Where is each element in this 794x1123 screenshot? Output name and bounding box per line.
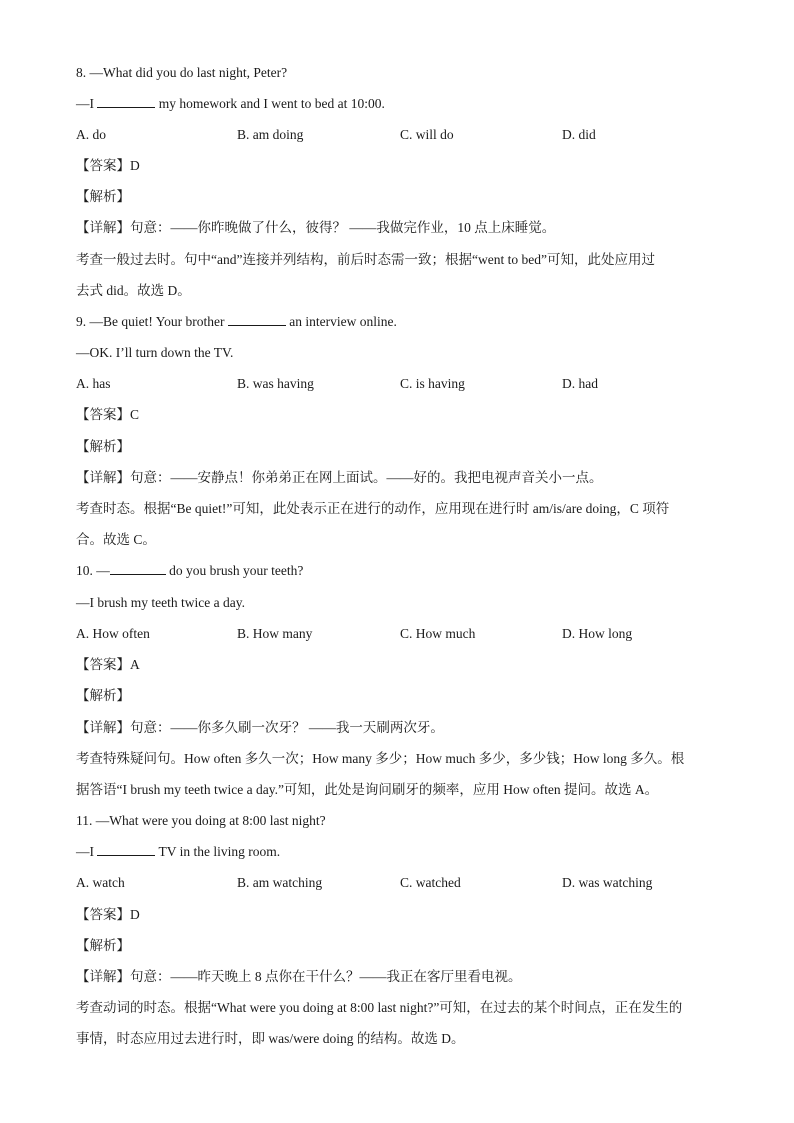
reply-text: TV in the living room. bbox=[155, 844, 281, 859]
question-11-answer: 【答案】D bbox=[76, 907, 140, 922]
question-10-answer: 【答案】A bbox=[76, 657, 140, 672]
stem-text: 9. —Be quiet! Your brother bbox=[76, 314, 228, 329]
stem-text: do you brush your teeth? bbox=[165, 563, 304, 578]
question-9-option-a: A. has bbox=[76, 376, 111, 391]
answer-blank bbox=[228, 312, 286, 326]
question-11-stem: 11. —What were you doing at 8:00 last night? bbox=[76, 813, 326, 828]
question-10-analysis: 【解析】 bbox=[76, 688, 130, 703]
question-8-option-d: D. did bbox=[562, 127, 596, 142]
question-10-option-b: B. How many bbox=[237, 626, 313, 641]
question-9-option-b: B. was having bbox=[237, 376, 314, 391]
question-9-analysis: 【解析】 bbox=[76, 439, 130, 454]
question-8-option-a: A. do bbox=[76, 127, 106, 142]
question-9-stem bbox=[76, 312, 397, 332]
reply-text: —I bbox=[76, 844, 98, 859]
answer-blank bbox=[110, 561, 166, 575]
question-9-detail: 【详解】句意：——安静点！你弟弟正在网上面试。——好的。我把电视声音关小一点。 bbox=[76, 470, 603, 485]
question-10-option-d: D. How long bbox=[562, 626, 633, 641]
question-11-option-b: B. am watching bbox=[237, 875, 323, 890]
stem-text: an interview online. bbox=[285, 314, 397, 329]
question-8-stem: 8. —What did you do last night, Peter? bbox=[76, 65, 288, 80]
question-10-explain-line-2: 据答语“I brush my teeth twice a day.”可知，此处是询问刷牙的频率，应用 How often 提问。故选 A。 bbox=[76, 782, 659, 797]
question-11-reply bbox=[76, 842, 280, 862]
question-11-option-a: A. watch bbox=[76, 875, 125, 890]
question-10-reply: —I brush my teeth twice a day. bbox=[76, 595, 245, 610]
question-9-reply: —OK. I’ll turn down the TV. bbox=[76, 345, 234, 360]
question-8-analysis: 【解析】 bbox=[76, 189, 130, 204]
question-8-detail: 【详解】句意：——你昨晚做了什么，彼得？ ——我做完作业，10 点上床睡觉。 bbox=[76, 220, 556, 235]
question-9-option-d: D. had bbox=[562, 376, 598, 391]
question-11-detail: 【详解】句意：——昨天晚上 8 点你在干什么？——我正在客厅里看电视。 bbox=[76, 969, 522, 984]
question-11-analysis: 【解析】 bbox=[76, 938, 130, 953]
question-9-option-c: C. is having bbox=[400, 376, 465, 391]
question-11-option-c: C. watched bbox=[400, 875, 461, 890]
question-8-option-c: C. will do bbox=[400, 127, 454, 142]
question-9-explain-line-1: 考查时态。根据“Be quiet!”可知，此处表示正在进行的动作，应用现在进行时 am/is/are doing，C 项符 bbox=[76, 501, 670, 516]
question-8-explain-line-2: 去式 did。故选 D。 bbox=[76, 283, 191, 298]
reply-text: —I bbox=[76, 96, 98, 111]
question-10-stem bbox=[76, 561, 303, 581]
question-10-option-c: C. How much bbox=[400, 626, 476, 641]
question-11-option-d: D. was watching bbox=[562, 875, 653, 890]
question-11-explain-line-2: 事情，时态应用过去进行时，即 was/were doing 的结构。故选 D。 bbox=[76, 1031, 465, 1046]
question-9-answer: 【答案】C bbox=[76, 407, 140, 422]
question-8-reply bbox=[76, 94, 385, 114]
question-8-answer: 【答案】D bbox=[76, 158, 140, 173]
reply-text: my homework and I went to bed at 10:00. bbox=[155, 96, 385, 111]
answer-blank bbox=[97, 842, 155, 856]
question-10-option-a: A. How often bbox=[76, 626, 150, 641]
question-8-explain-line-1: 考查一般过去时。句中“and”连接并列结构，前后时态需一致；根据“went to bed”可知，此处应用过 bbox=[76, 252, 655, 267]
question-8-option-b: B. am doing bbox=[237, 127, 304, 142]
question-9-explain-line-2: 合。故选 C。 bbox=[76, 532, 156, 547]
stem-text: 10. — bbox=[76, 563, 110, 578]
answer-blank bbox=[97, 94, 155, 108]
question-11-explain-line-1: 考查动词的时态。根据“What were you doing at 8:00 last night?”可知，在过去的某个时间点，正在发生的 bbox=[76, 1000, 683, 1015]
question-10-explain-line-1: 考查特殊疑问句。How often 多久一次；How many 多少；How much 多少，多少钱；How long 多久。根 bbox=[76, 751, 685, 766]
question-10-detail: 【详解】句意：——你多久刷一次牙？ ——我一天刷两次牙。 bbox=[76, 720, 444, 735]
